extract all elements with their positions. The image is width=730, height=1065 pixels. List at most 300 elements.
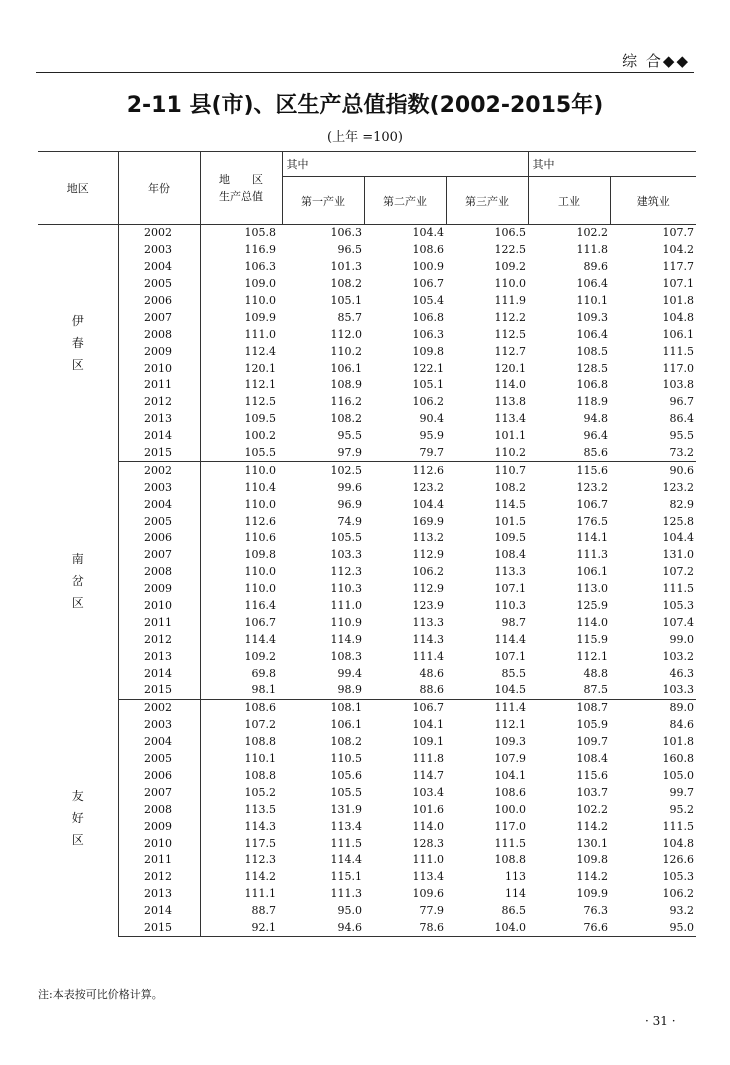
table-row [38,377,696,394]
industry-cell: 102.2 [576,802,609,816]
primary-cell: 110.3 [330,582,362,596]
secondary-cell: 103.4 [412,785,444,799]
construction-cell: 86.4 [669,412,695,426]
year-cell: 2006 [118,768,200,785]
industry-cell: 96.4 [583,429,609,443]
region-cell [38,225,118,462]
year-cell: 2003 [118,717,200,734]
secondary-cell: 109.6 [412,887,444,901]
secondary-cell: 106.2 [412,395,444,409]
construction-cell: 103.3 [610,682,696,699]
table-row [38,564,696,581]
industry-cell: 111.8 [576,243,609,257]
construction-cell: 101.8 [662,294,695,307]
gdp-cell: 110.0 [244,294,276,307]
secondary-cell: 113.3 [412,615,444,629]
industry-cell: 48.8 [583,666,609,680]
primary-cell: 110.9 [330,615,362,629]
tertiary-cell: 111.4 [494,701,527,715]
industry-cell: 114.2 [576,870,609,884]
tertiary-cell: 114.0 [494,378,527,392]
tertiary-cell: 109.5 [494,531,527,545]
gdp-index-table [38,151,696,937]
year-cell: 2002 [118,225,200,242]
tertiary-cell: 108.8 [494,853,527,867]
construction-cell: 104.2 [662,243,695,257]
industry-cell: 115.6 [576,768,609,782]
primary-cell: 106.3 [330,226,362,240]
primary-cell: 110.5 [330,752,362,766]
year-cell: 2005 [118,751,200,768]
year-cell: 2009 [118,343,200,360]
tertiary-cell: 109.2 [494,260,527,274]
construction-cell: 105.0 [662,768,695,782]
industry-cell: 106.4 [576,327,609,341]
table-row [38,479,696,496]
year-cell: 2009 [118,581,200,598]
gdp-cell: 109.5 [244,412,276,426]
tertiary-cell: 101.1 [494,429,527,443]
primary-cell: 131.9 [330,802,362,816]
tertiary-cell: 112.1 [494,718,527,732]
table-row [38,784,696,801]
table-row [38,886,696,903]
primary-cell: 111.5 [330,836,362,850]
secondary-cell: 111.4 [412,649,444,663]
secondary-cell: 114.3 [412,632,444,646]
tertiary-cell: 122.5 [494,243,527,257]
table-row [38,598,696,615]
col-header-region: 地区 [38,152,118,225]
industry-cell: 94.8 [583,412,609,426]
industry-cell: 113.0 [576,582,609,596]
table-row [38,530,696,547]
gdp-cell: 110.1 [244,752,276,766]
construction-cell: 125.8 [662,514,695,528]
secondary-cell: 169.9 [412,514,444,528]
region-name: 伊春区 [71,314,84,373]
year-cell: 2009 [118,818,200,835]
tertiary-cell: 107.1 [494,582,527,596]
table-row [38,581,696,598]
gdp-cell: 88.7 [251,904,276,918]
tertiary-cell: 106.5 [494,226,527,240]
gdp-cell: 109.8 [244,548,276,562]
gdp-cell: 110.0 [244,582,276,596]
gdp-cell: 113.5 [244,802,276,816]
industry-cell: 115.6 [576,463,609,477]
gdp-cell: 108.8 [244,735,276,749]
industry-cell: 102.2 [576,226,609,240]
region-name: 南岔区 [71,551,84,610]
tertiary-cell: 114.5 [494,497,527,511]
secondary-cell: 78.6 [364,920,446,937]
construction-cell: 82.9 [669,497,695,511]
gdp-cell: 112.6 [244,514,276,528]
region-cell [38,462,118,699]
secondary-cell: 112.9 [412,548,444,562]
industry-cell: 108.7 [576,701,609,715]
primary-cell: 95.5 [337,429,362,443]
year-cell: 2004 [118,734,200,751]
secondary-cell: 104.4 [412,226,444,240]
table-row [38,496,696,513]
table-row [38,768,696,785]
construction-cell: 73.2 [610,445,696,462]
tertiary-cell: 107.9 [494,752,527,766]
industry-cell: 109.8 [576,853,609,867]
construction-cell: 106.1 [662,327,695,341]
construction-cell: 90.6 [669,463,695,477]
industry-cell: 176.5 [576,514,609,528]
year-cell: 2007 [118,547,200,564]
secondary-cell: 105.4 [412,294,444,307]
primary-cell: 116.2 [330,395,362,409]
primary-cell: 106.1 [330,361,362,375]
gdp-cell: 109.0 [244,277,276,291]
industry-cell: 103.7 [576,785,609,799]
tertiary-cell: 111.5 [494,836,527,850]
construction-cell: 93.2 [669,904,695,918]
gdp-cell: 114.2 [244,870,276,884]
tertiary-cell: 120.1 [494,361,527,375]
construction-cell: 95.0 [610,920,696,937]
tertiary-cell: 110.3 [494,599,527,613]
tertiary-cell: 112.5 [494,327,527,341]
secondary-cell: 111.0 [412,853,444,867]
construction-cell: 111.5 [662,582,695,596]
gdp-cell: 110.4 [244,480,276,494]
table-row [38,276,696,293]
primary-cell: 102.5 [330,463,362,477]
tertiary-cell: 112.2 [494,310,527,324]
table-row [38,445,696,462]
region-name: 友好区 [71,789,84,848]
industry-cell: 109.7 [576,735,609,749]
table-row [38,717,696,734]
gdp-cell: 110.0 [244,565,276,579]
table-subtitle: (上年 =100) [327,130,403,145]
construction-cell: 103.8 [662,378,695,392]
secondary-cell: 77.9 [419,904,444,918]
col-header-primary: 第一产业 [282,177,364,225]
table-row [38,547,696,564]
tertiary-cell: 113.8 [494,395,527,409]
year-cell: 2014 [118,903,200,920]
table-row [38,734,696,751]
col-header-secondary: 第二产业 [364,177,446,225]
year-cell: 2008 [118,801,200,818]
construction-cell: 107.4 [662,615,695,629]
tertiary-cell: 85.5 [501,666,527,680]
primary-cell: 97.9 [282,445,364,462]
secondary-cell: 100.9 [412,260,444,274]
construction-cell: 117.0 [662,361,695,375]
construction-cell: 131.0 [662,548,695,562]
gdp-cell: 108.6 [244,701,276,715]
secondary-cell: 106.8 [412,310,444,324]
table-row [38,852,696,869]
year-cell: 2010 [118,598,200,615]
table-row [38,751,696,768]
primary-cell: 98.9 [282,682,364,699]
industry-cell: 108.5 [576,344,609,358]
col-header-industry: 工业 [528,177,610,225]
secondary-cell: 48.6 [419,666,444,680]
table-row [38,326,696,343]
gdp-cell: 105.8 [244,226,276,240]
construction-cell: 105.3 [662,599,695,613]
construction-cell: 89.0 [669,701,695,715]
primary-cell: 111.3 [330,887,362,901]
year-cell: 2011 [118,377,200,394]
tertiary-cell: 108.2 [494,480,527,494]
construction-cell: 104.8 [662,836,695,850]
table-row [38,682,696,699]
construction-cell: 126.6 [662,853,695,867]
gdp-cell: 110.0 [244,463,276,477]
tertiary-cell: 109.3 [494,735,527,749]
year-cell: 2015 [118,445,200,462]
primary-cell: 114.9 [330,632,362,646]
year-cell: 2012 [118,631,200,648]
gdp-cell: 114.3 [244,819,276,833]
year-cell: 2002 [118,462,200,479]
tertiary-cell: 107.1 [494,649,527,663]
construction-cell: 104.4 [662,531,695,545]
year-cell: 2006 [118,293,200,310]
secondary-cell: 95.9 [419,429,444,443]
secondary-cell: 106.7 [412,277,444,291]
construction-cell: 103.2 [662,649,695,663]
gdp-cell: 105.2 [244,785,276,799]
secondary-cell: 111.8 [412,752,444,766]
industry-cell: 106.1 [576,565,609,579]
gdp-cell: 111.0 [244,327,276,341]
industry-cell: 87.5 [528,682,610,699]
header-rule [36,72,694,73]
year-cell: 2002 [118,699,200,716]
primary-cell: 106.1 [330,718,362,732]
secondary-cell: 90.4 [419,412,444,426]
table-row [38,869,696,886]
table-row [38,614,696,631]
tertiary-cell: 86.5 [501,904,527,918]
secondary-cell: 109.8 [412,344,444,358]
secondary-cell: 108.6 [412,243,444,257]
year-cell: 2008 [118,564,200,581]
industry-cell: 110.1 [576,294,609,307]
table-row [38,665,696,682]
gdp-cell: 106.3 [244,260,276,274]
year-cell: 2003 [118,242,200,259]
industry-cell: 118.9 [576,395,609,409]
secondary-cell: 104.1 [412,718,444,732]
table-row [38,242,696,259]
industry-cell: 76.6 [528,920,610,937]
gdp-cell: 92.1 [200,920,282,937]
tertiary-cell: 100.0 [494,802,527,816]
primary-cell: 96.5 [337,243,362,257]
tertiary-cell: 98.7 [501,615,527,629]
primary-cell: 103.3 [330,548,362,562]
table-note: 注:本表按可比价格计算。 [38,988,163,1001]
secondary-cell: 105.1 [412,378,444,392]
industry-cell: 123.2 [576,480,609,494]
gdp-cell: 69.8 [251,666,276,680]
gdp-cell: 108.8 [244,768,276,782]
primary-cell: 112.0 [330,327,362,341]
primary-cell: 101.3 [330,260,362,274]
construction-cell: 95.5 [669,429,695,443]
year-cell: 2008 [118,326,200,343]
construction-cell: 99.7 [669,785,695,799]
primary-cell: 111.0 [330,599,362,613]
industry-cell: 128.5 [576,361,609,375]
col-header-gdp: 地 区 生产总值 [200,152,282,225]
gdp-cell: 116.4 [244,599,276,613]
secondary-cell: 114.0 [412,819,444,833]
year-cell: 2011 [118,614,200,631]
tertiary-cell: 111.9 [494,294,527,307]
year-cell: 2013 [118,886,200,903]
secondary-cell: 123.9 [412,599,444,613]
tertiary-cell: 110.0 [494,277,527,291]
construction-cell: 106.2 [662,887,695,901]
table-row [38,428,696,445]
construction-cell: 99.0 [669,632,695,646]
year-cell: 2014 [118,428,200,445]
primary-cell: 96.9 [337,497,362,511]
tertiary-cell: 117.0 [494,819,527,833]
table-row [38,903,696,920]
construction-cell: 84.6 [669,718,695,732]
col-group-sectors: 其中 [282,152,528,177]
secondary-cell: 106.7 [412,701,444,715]
gdp-cell: 120.1 [244,361,276,375]
construction-cell: 104.8 [662,310,695,324]
industry-cell: 76.3 [583,904,609,918]
primary-cell: 105.1 [330,294,362,307]
tertiary-cell: 112.7 [494,344,527,358]
primary-cell: 108.9 [330,378,362,392]
construction-cell: 101.8 [662,735,695,749]
table-row [38,225,696,242]
page-title: 2-11 县(市)、区生产总值指数(2002-2015年) [126,93,604,118]
tertiary-cell: 104.5 [446,682,528,699]
tertiary-cell: 110.2 [446,445,528,462]
industry-cell: 111.3 [576,548,609,562]
secondary-cell: 128.3 [412,836,444,850]
year-cell: 2013 [118,648,200,665]
industry-cell: 89.6 [583,260,609,274]
tertiary-cell: 113.4 [494,412,527,426]
region-cell [38,699,118,936]
industry-cell: 109.3 [576,310,609,324]
gdp-cell: 107.2 [244,718,276,732]
col-header-tertiary: 第三产业 [446,177,528,225]
industry-cell: 112.1 [576,649,609,663]
secondary-cell: 106.3 [412,327,444,341]
primary-cell: 108.2 [330,277,362,291]
primary-cell: 74.9 [337,514,362,528]
secondary-cell: 122.1 [412,361,444,375]
col-header-construction: 建筑业 [610,177,696,225]
table-row [38,835,696,852]
tertiary-cell: 114 [505,887,527,901]
tertiary-cell: 114.4 [494,632,527,646]
primary-cell: 112.3 [330,565,362,579]
gdp-cell: 105.5 [200,445,282,462]
secondary-cell: 123.2 [412,480,444,494]
year-cell: 2004 [118,496,200,513]
gdp-cell: 98.1 [200,682,282,699]
primary-cell: 108.3 [330,649,362,663]
gdp-cell: 109.9 [244,310,276,324]
gdp-cell: 112.3 [244,853,276,867]
gdp-cell: 111.1 [244,887,276,901]
industry-cell: 125.9 [576,599,609,613]
table-row [38,920,696,937]
tertiary-cell: 110.7 [494,463,527,477]
primary-cell: 94.6 [282,920,364,937]
table-row [38,818,696,835]
table-row [38,513,696,530]
year-cell: 2014 [118,665,200,682]
gdp-cell: 106.7 [244,615,276,629]
primary-cell: 110.2 [330,344,362,358]
primary-cell: 115.1 [330,870,362,884]
industry-cell: 85.6 [528,445,610,462]
table-row [38,411,696,428]
secondary-cell: 79.7 [364,445,446,462]
year-cell: 2012 [118,394,200,411]
construction-cell: 123.2 [662,480,695,494]
section-header: 综 合◆◆ [622,52,690,70]
primary-cell: 113.4 [330,819,362,833]
secondary-cell: 106.2 [412,565,444,579]
secondary-cell: 114.7 [412,768,444,782]
year-cell: 2010 [118,835,200,852]
year-cell: 2003 [118,479,200,496]
gdp-cell: 117.5 [244,836,276,850]
construction-cell: 117.7 [662,260,695,274]
gdp-cell: 112.5 [244,395,276,409]
gdp-cell: 109.2 [244,649,276,663]
primary-cell: 85.7 [337,310,362,324]
page-number: · 31 · [645,1014,676,1028]
table-row [38,293,696,310]
industry-cell: 114.1 [576,531,609,545]
year-cell: 2015 [118,920,200,937]
secondary-cell: 104.4 [412,497,444,511]
construction-cell: 111.5 [662,344,695,358]
primary-cell: 105.5 [330,785,362,799]
table-row [38,631,696,648]
primary-cell: 99.6 [337,480,362,494]
industry-cell: 106.7 [576,497,609,511]
gdp-cell: 100.2 [244,429,276,443]
tertiary-cell: 113 [505,870,527,884]
primary-cell: 108.2 [330,735,362,749]
gdp-cell: 110.0 [244,497,276,511]
gdp-cell: 110.6 [244,531,276,545]
gdp-cell: 112.4 [244,344,276,358]
primary-cell: 105.6 [330,768,362,782]
year-cell: 2004 [118,259,200,276]
year-cell: 2011 [118,852,200,869]
table-row [38,699,696,716]
